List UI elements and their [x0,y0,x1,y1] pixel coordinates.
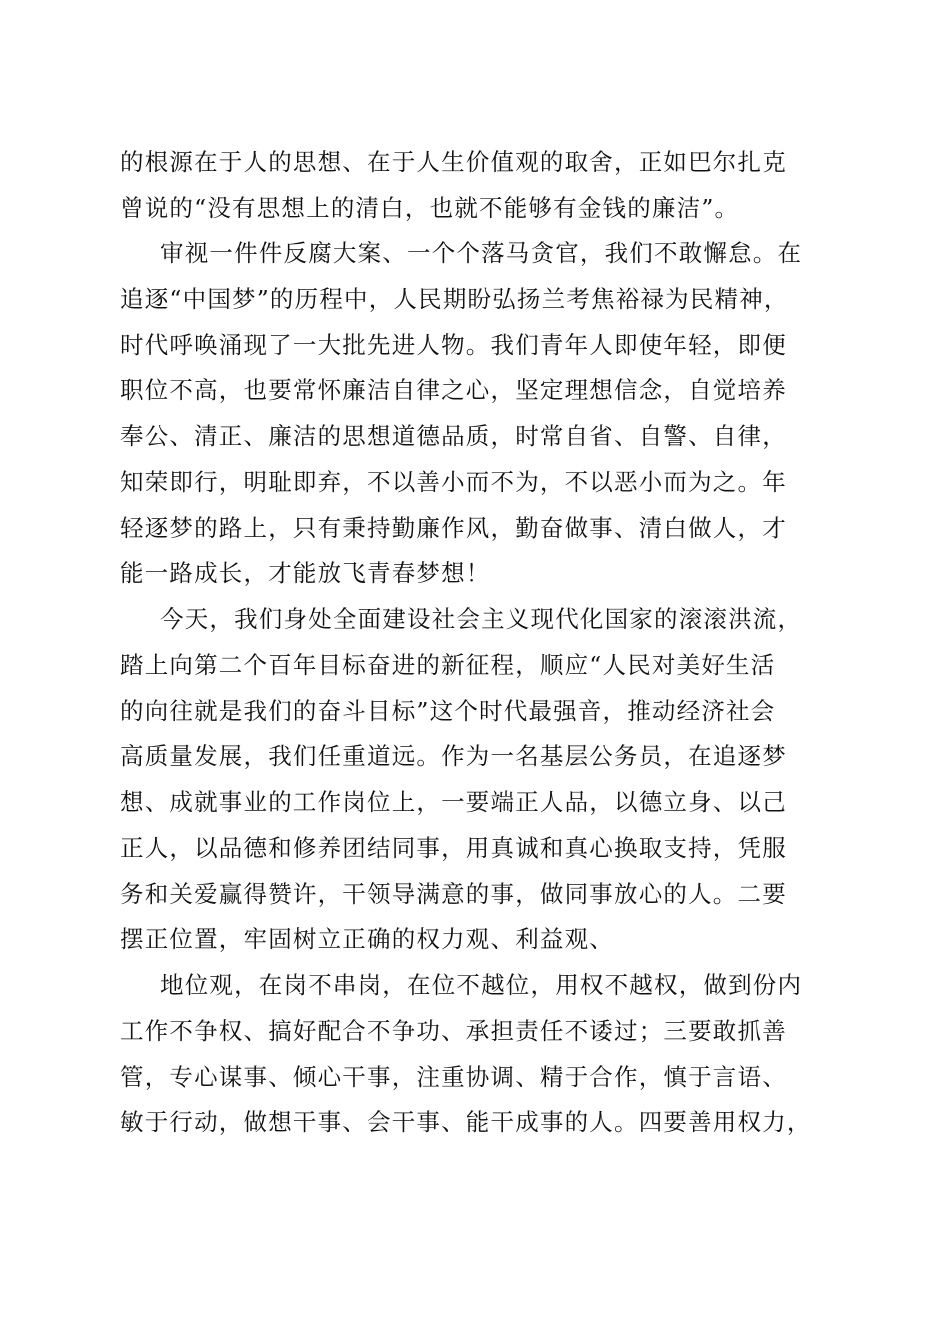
paragraph-start-line: 今天，我们身处全面建设社会主义现代化国家的滚滚洪流， [160,605,803,633]
text-line: 摆正位置，牢固树立正确的权力观、利益观、 [120,925,614,953]
text-line: 正人，以品德和修养团结同事，用真诚和真心换取支持，凭服 [120,834,787,862]
text-line: 轻逐梦的路上，只有秉持勤廉作风，勤奋做事、清白做人，才 [120,514,787,542]
text-line: 踏上向第二个百年目标奋进的新征程，顺应“人民对美好生活 [120,651,776,679]
text-line: 曾说的“没有思想上的清白，也就不能够有金钱的廉洁”。 [120,194,740,222]
paragraph-start-line: 审视一件件反腐大案、一个个落马贪官，我们不敢懈怠。在 [160,239,803,267]
text-line: 的根源在于人的思想、在于人生价值观的取舍，正如巴尔扎克 [120,148,787,176]
text-line: 敏于行动，做想干事、会干事、能干成事的人。四要善用权力， [120,1108,812,1136]
text-line: 高质量发展，我们任重道远。作为一名基层公务员，在追逐梦 [120,742,787,770]
text-line: 工作不争权、搞好配合不争功、承担责任不诿过；三要敢抓善 [120,1017,787,1045]
text-line: 职位不高，也要常怀廉洁自律之心，坚定理想信念，自觉培养 [120,376,787,404]
paragraph-start-line: 地位观，在岗不串岗，在位不越位，用权不越权，做到份内 [160,971,803,999]
text-line: 追逐“中国梦”的历程中，人民期盼弘扬兰考焦裕禄为民精神， [120,285,789,313]
text-line: 时代呼唤涌现了一大批先进人物。我们青年人即使年轻，即便 [120,331,787,359]
text-line: 管，专心谋事、倾心干事，注重协调、精于合作，慎于言语、 [120,1063,787,1091]
text-line: 的向往就是我们的奋斗目标”这个时代最强音，推动经济社会 [120,697,776,725]
text-line: 能一路成长，才能放飞青春梦想！ [120,559,491,587]
text-line: 想、成就事业的工作岗位上，一要端正人品，以德立身、以己 [120,788,787,816]
text-line: 奉公、清正、廉洁的思想道德品质，时常自省、自警、自律， [120,422,787,450]
text-line: 务和关爱赢得赞许，干领导满意的事，做同事放心的人。二要 [120,880,787,908]
text-line: 知荣即行，明耻即弃，不以善小而不为，不以恶小而为之。年 [120,468,787,496]
